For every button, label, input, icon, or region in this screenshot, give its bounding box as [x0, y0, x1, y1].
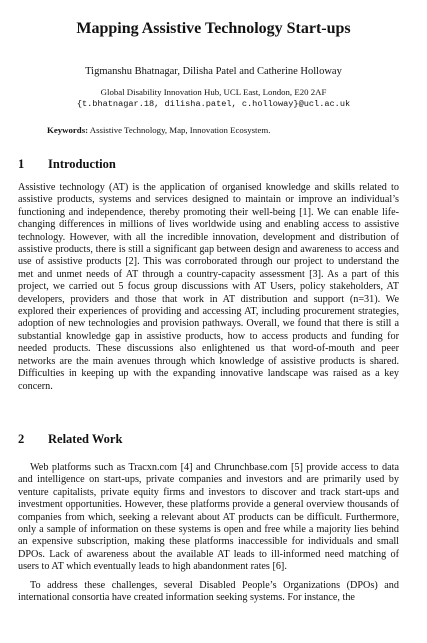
section-title: Related Work: [48, 432, 123, 446]
section-number: 2: [18, 432, 25, 446]
affiliation: Global Disability Innovation Hub, UCL East, London, E20 2AF: [100, 87, 327, 97]
related-work-paragraph: Web platforms such as Tracxn.com [4] and Chrunchbase.com [5] provide access to data and intelligence on start-ups, private companies and investors and are primarily used by venture capitalists, private equity firms and investors to discover and track start-ups and investment opportunities. However, these platforms provide a general overview thousands of companies from which, seeking a relevant about AT products can be difficult. Furthermore, only a sample of information on these systems is open and free while a majority lies behind an expensive subscription, making these platforms inaccessible for individuals and small DPOs. Lack of awareness about the available AT leads to ill-informed need matching of users to AT which eventually leads to high abandonment rates [6].: [18, 462, 399, 573]
section-heading-introduction: [18, 157, 398, 172]
keywords-text: Assistive Technology, Map, Innovation Ecosystem.: [88, 125, 271, 135]
introduction-paragraph: Assistive technology (AT) is the application of organised knowledge and skills related to assistive products, systems and services designed to maintain or improve an individual’s functioning and independence, thereby promoting their well-being [1]. We can enable life-changing differences in millions of lives worldwide using and enabling access to assistive technology. However, with all the incredible innovation, development and distribution of assistive products, there is still a significant gap between design and awareness to access and use of assistive products [2]. This was corroborated through our project to understand the met and unmet needs of AT through a country-capacity assessment [3]. As a part of this project, we carried out 5 focus group discussions with AT Users, policy stakeholders, AT developers, providers and those that work in AT distribution and support (n=31). We explored their experiences of providing and accessing AT, including procurement strategies, adoption of new technologies and provision pathways. Overall, we found that there is still a substantial knowledge gap in assistive products, how to access products and funding for needed products. These discussions also enlightened us that word-of-mouth and peer networks are the main avenues through which knowledge of assistive products is shared. Difficulties in keeping up with the expanding innovative landscape was raised as a key concern.: [18, 182, 399, 392]
related-work-paragraph: To address these challenges, several Disabled People’s Organizations (DPOs) and international consortia have created information seeking systems. For instance, the: [18, 580, 399, 604]
author-emails: {t.bhatnagar.18, dilisha.patel, c.holloway}@ucl.ac.uk: [76, 99, 351, 109]
keywords-label: Keywords:: [47, 125, 89, 135]
paper-title: Mapping Assistive Technology Start-ups: [76, 20, 351, 37]
author-list: Tigmanshu Bhatnagar, Dilisha Patel and Catherine Holloway: [85, 66, 342, 77]
section-title: Introduction: [48, 157, 116, 171]
section-number: 1: [18, 157, 25, 171]
keywords: [47, 125, 387, 136]
section-heading-related-work: [18, 432, 398, 447]
